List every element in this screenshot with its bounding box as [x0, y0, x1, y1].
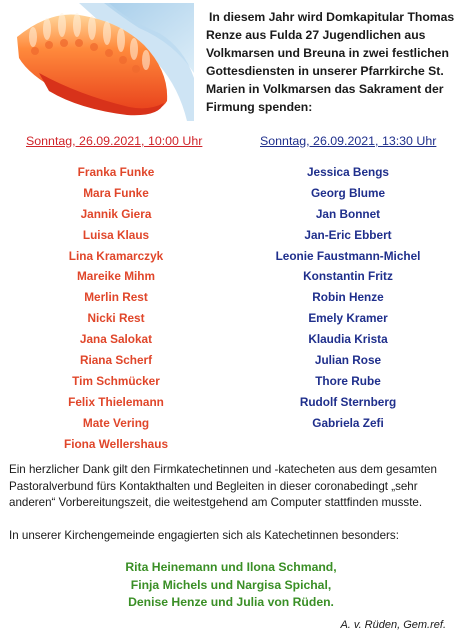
- confirmand-name: Fiona Wellershaus: [63, 436, 169, 451]
- confirmand-name: Luisa Klaus: [82, 227, 150, 242]
- confirmand-name: Julian Rose: [314, 353, 382, 368]
- confirmand-name: Robin Henze: [312, 290, 384, 305]
- confirmand-list-morning: [36, 162, 196, 454]
- confirmand-name: Emely Kramer: [308, 311, 388, 326]
- confirmand-name: Thore Rube: [315, 373, 381, 388]
- confirmand-name: Leonie Faustmann-Michel: [275, 248, 421, 263]
- catechists-intro-paragraph: In unserer Kirchengemeinde engagierten sich als Katechetinnen besonders:: [9, 529, 399, 542]
- confirmand-name: Mate Vering: [82, 415, 150, 430]
- service-heading-afternoon: Sonntag, 26.09.2021, 13:30 Uhr: [260, 134, 437, 148]
- author-signature: A. v. Rüden, Gem.ref.: [340, 619, 446, 631]
- confirmand-name: Gabriela Zefi: [312, 415, 384, 430]
- catechist-names-line: Denise Henze und Julia von Rüden.: [128, 595, 334, 609]
- confirmand-name: Jan Bonnet: [315, 206, 381, 221]
- confirmand-name: Jessica Bengs: [307, 165, 389, 179]
- confirmand-name: Georg Blume: [310, 185, 386, 200]
- confirmand-name: Jana Salokat: [79, 332, 153, 347]
- catechist-names-line: Finja Michels und Nargisa Spichal,: [130, 577, 332, 592]
- confirmand-name: Merlin Rest: [84, 290, 148, 305]
- confirmand-name: Nicki Rest: [87, 311, 145, 326]
- catechist-names-line: Rita Heinemann und Ilona Schmand,: [125, 560, 337, 574]
- intro-paragraph: In diesem Jahr wird Domkapitular Thomas Renze aus Fulda 27 Jugendlichen aus Volkmarsen und Breuna in zwei festlichen Gottesdiensten in unserer Pfarrkirche St. Marien in Volkmarsen das Sakrament der Firmung spenden:: [206, 10, 455, 114]
- confirmand-name: Felix Thielemann: [68, 394, 164, 409]
- confirmand-name: Franka Funke: [77, 165, 155, 179]
- confirmand-name: Konstantin Fritz: [303, 269, 393, 284]
- confirmand-name: Lina Kramarczyk: [68, 248, 164, 263]
- confirmand-name: Mareike Mihm: [76, 269, 156, 284]
- thanks-paragraph: Ein herzlicher Dank gilt den Firmkatechetinnen und -katecheten aus dem gesamten Pastoralverbund fürs Kontakthalten und Begleiten in dieser coronabedingt „sehr anderen“ Vorbereitungszeit, die weitestgehend am Computer stattfinden musste.: [9, 463, 437, 509]
- confirmand-name: Jannik Giera: [80, 206, 152, 221]
- service-heading-morning: Sonntag, 26.09.2021, 10:00 Uhr: [26, 134, 203, 148]
- pentecost-flames-illustration: [9, 3, 194, 121]
- confirmand-name: Mara Funke: [83, 185, 149, 200]
- confirmand-name: Jan-Eric Ebbert: [304, 227, 392, 242]
- confirmand-name: Rudolf Sternberg: [299, 394, 397, 409]
- confirmand-name: Klaudia Krista: [308, 332, 388, 347]
- catechist-names-block: [0, 559, 462, 612]
- confirmand-name: Riana Scherf: [79, 353, 153, 368]
- confirmand-list-afternoon: [256, 162, 440, 434]
- confirmand-name: Tim Schmücker: [72, 373, 160, 388]
